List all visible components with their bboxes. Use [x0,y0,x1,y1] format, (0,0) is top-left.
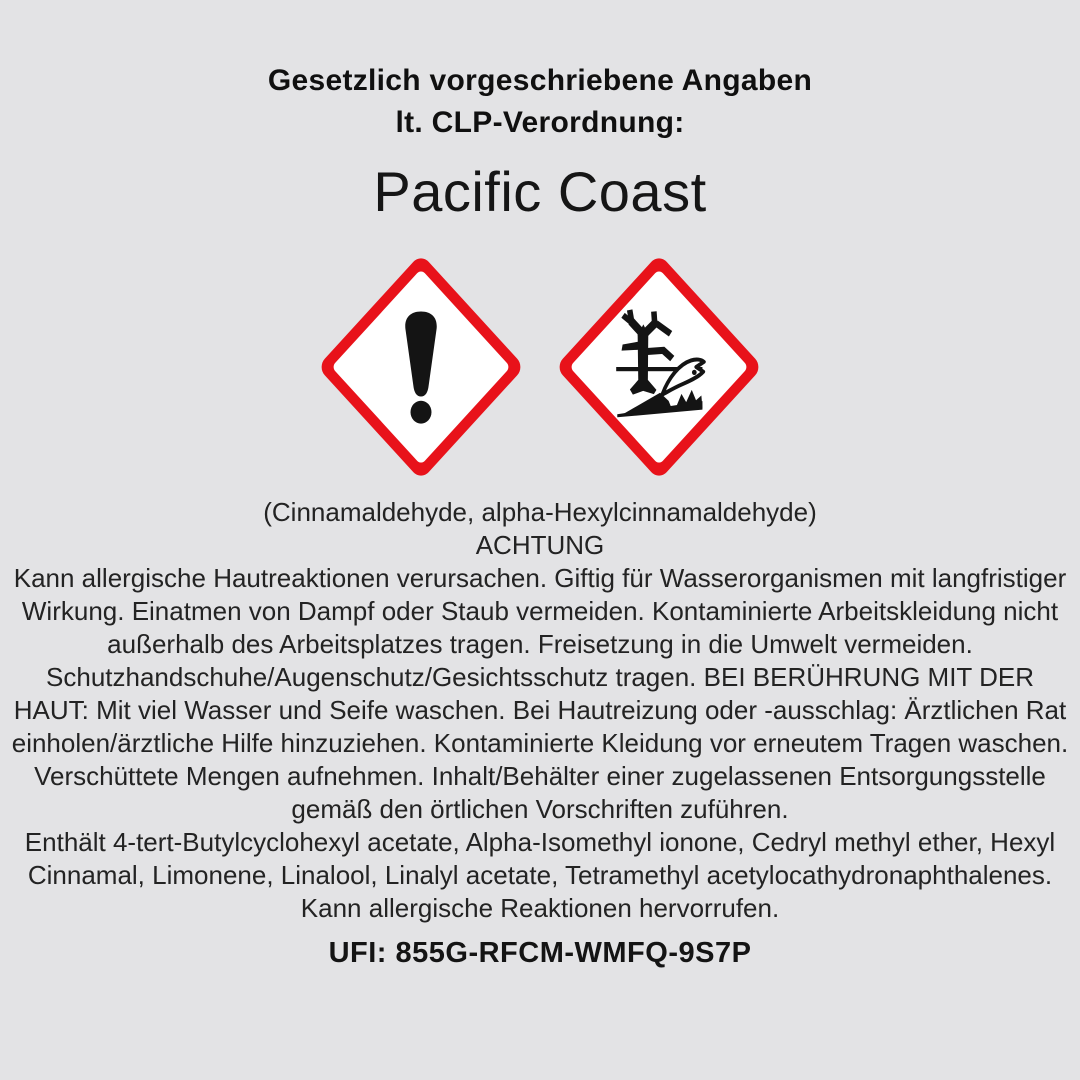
hazard-statements: Kann allergische Hautreaktionen verursachen. Giftig für Wasserorganismen mit langfristiger Wirkung. Einatmen von Dampf oder Staub vermeiden. Kontaminierte Arbeitskleidung nicht außerhalb des Arbeitsplatzes tragen. Freisetzung in die Umwelt vermeiden. [13,563,1067,659]
ghs09-environment-hazard-icon [552,250,766,484]
pictogram-row [314,250,766,484]
precautionary-statements: Schutzhandschuhe/Augenschutz/Gesichtsschutz tragen. BEI BERÜHRUNG MIT DER HAUT: Mit viel Wasser und Seife waschen. Bei Hautreizung oder -ausschlag: Ärztlichen Rat einholen/ärztliche Hilfe hinzuziehen. Kontaminierte Kleidung vor erneutem Tragen waschen. Verschüttete Mengen aufnehmen. Inhalt/Behälter einer zugelassenen Entsorgungsstelle gemäß den örtlichen Vorschriften zuführen. [11,662,1069,824]
signal-word: ACHTUNG [475,530,605,560]
ghs07-exclamation-mark-icon [314,250,528,484]
product-name: Pacific Coast [373,160,707,223]
ufi-code: UFI: 855G-RFCM-WMFQ-9S7P [328,937,752,969]
allergen-components: (Cinnamaldehyde, alpha-Hexylcinnamaldehyde) [263,497,817,527]
legal-header-line2: lt. CLP-Verordnung: [395,106,685,139]
legal-header-line1: Gesetzlich vorgeschriebene Angaben [267,64,813,97]
legal-header [268,60,812,144]
ingredients-statement: Enthält 4-tert-Butylcyclohexyl acetate, Alpha-Isomethyl ionone, Cedryl methyl ether, Hexyl Cinnamal, Limonene, Linalool, Linalyl acetate, Tetramethyl acetylocathydronaphthalenes. Kann allergische Reaktionen hervorrufen. [24,827,1056,923]
